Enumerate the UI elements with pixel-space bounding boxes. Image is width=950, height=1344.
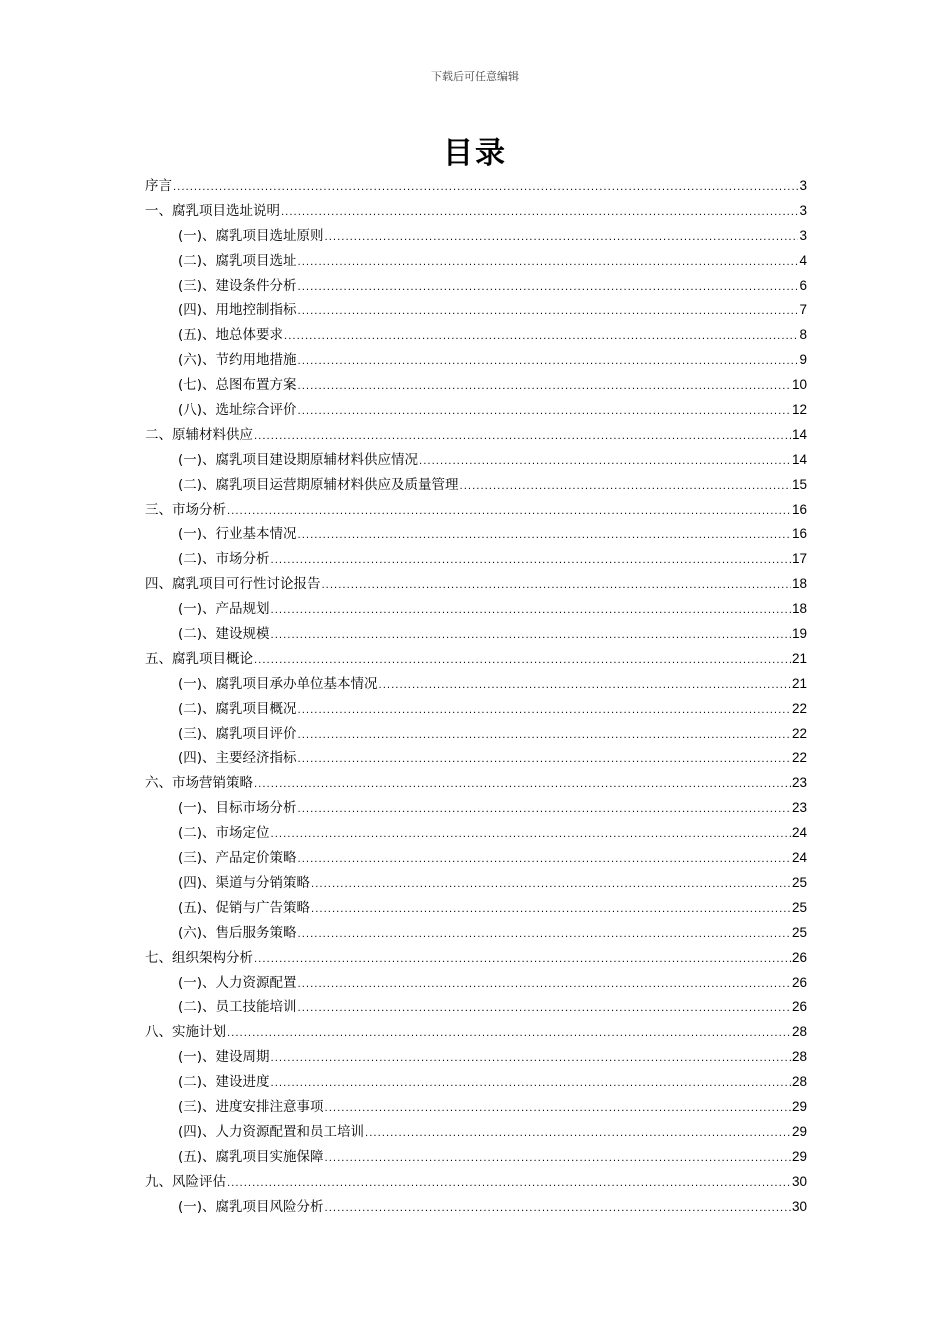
toc-entry[interactable]: [145, 1195, 807, 1220]
toc-entry-page: 14: [791, 451, 807, 467]
toc-entry-page: 25: [791, 924, 807, 940]
toc-entry-page: 25: [791, 874, 807, 890]
toc-entry-page: 28: [791, 1024, 807, 1040]
toc-entry-label: 四、腐乳项目可行性讨论报告: [145, 576, 321, 593]
toc-entry-page: 12: [791, 402, 807, 418]
toc-leader-dots: [325, 226, 799, 251]
toc-entry-label: (八)、选址综合评价: [178, 402, 297, 419]
toc-entry[interactable]: [145, 1020, 807, 1045]
toc-entry[interactable]: [145, 448, 807, 473]
toc-entry[interactable]: [145, 821, 807, 846]
toc-entry[interactable]: [145, 846, 807, 871]
toc-entry-page: 26: [791, 949, 807, 965]
toc-entry-label: (三)、产品定价策略: [178, 850, 297, 867]
toc-entry[interactable]: [145, 572, 807, 597]
toc-entry-label: (五)、地总体要求: [178, 327, 284, 344]
toc-entry[interactable]: [145, 398, 807, 423]
toc-leader-dots: [298, 400, 791, 425]
toc-entry[interactable]: [145, 498, 807, 523]
toc-entry[interactable]: [145, 946, 807, 971]
toc-entry[interactable]: [145, 522, 807, 547]
toc-leader-dots: [227, 500, 791, 525]
toc-entry-label: 二、原辅材料供应: [145, 426, 253, 443]
toc-entry-label: (一)、人力资源配置: [178, 974, 297, 991]
toc-entry[interactable]: [145, 1145, 807, 1170]
toc-entry-page: 21: [791, 675, 807, 691]
toc-entry[interactable]: [145, 1070, 807, 1095]
toc-leader-dots: [298, 798, 791, 823]
toc-leader-dots: [298, 848, 791, 873]
toc-leader-dots: [379, 674, 791, 699]
toc-leader-dots: [254, 773, 791, 798]
toc-entry[interactable]: [145, 995, 807, 1020]
toc-leader-dots: [254, 425, 791, 450]
toc-entry[interactable]: [145, 597, 807, 622]
toc-leader-dots: [271, 1072, 791, 1097]
toc-entry[interactable]: [145, 1095, 807, 1120]
toc-leader-dots: [298, 524, 791, 549]
toc-entry-label: (三)、进度安排注意事项: [178, 1098, 324, 1115]
toc-entry[interactable]: [145, 672, 807, 697]
header-note: 下载后可任意编辑: [431, 70, 519, 83]
toc-entry-page: 28: [791, 1074, 807, 1090]
toc-entry-label: (一)、行业基本情况: [178, 526, 297, 543]
toc-leader-dots: [298, 699, 791, 724]
table-of-contents: [145, 174, 807, 1219]
toc-entry[interactable]: [145, 373, 807, 398]
toc-leader-dots: [271, 599, 791, 624]
toc-entry-label: 六、市场营销策略: [145, 775, 253, 792]
toc-entry[interactable]: [145, 921, 807, 946]
toc-entry-page: 3: [799, 227, 807, 243]
toc-entry-label: (六)、售后服务策略: [178, 924, 297, 941]
toc-entry-page: 26: [791, 974, 807, 990]
toc-entry-page: 16: [791, 526, 807, 542]
toc-leader-dots: [325, 1197, 791, 1222]
toc-leader-dots: [298, 251, 799, 276]
toc-entry[interactable]: [145, 473, 807, 498]
toc-entry-label: (二)、市场定位: [178, 825, 270, 842]
toc-leader-dots: [298, 748, 791, 773]
toc-entry-label: 五、腐乳项目概论: [145, 650, 253, 667]
toc-entry-page: 23: [791, 775, 807, 791]
toc-entry-page: 9: [799, 352, 807, 368]
toc-entry-label: 七、组织架构分析: [145, 949, 253, 966]
toc-leader-dots: [325, 1097, 791, 1122]
toc-entry[interactable]: [145, 423, 807, 448]
toc-entry-label: (四)、人力资源配置和员工培训: [178, 1123, 365, 1140]
toc-entry[interactable]: [145, 249, 807, 274]
toc-leader-dots: [298, 724, 791, 749]
toc-entry-page: 29: [791, 1098, 807, 1114]
toc-entry-label: 八、实施计划: [145, 1024, 226, 1041]
toc-leader-dots: [227, 1022, 791, 1047]
toc-leader-dots: [298, 350, 799, 375]
toc-entry-page: 4: [799, 252, 807, 268]
toc-entry-page: 30: [791, 1173, 807, 1189]
toc-entry[interactable]: [145, 199, 807, 224]
toc-leader-dots: [298, 375, 791, 400]
toc-entry-page: 10: [791, 377, 807, 393]
toc-entry[interactable]: [145, 1045, 807, 1070]
toc-entry-label: (四)、主要经济指标: [178, 750, 297, 767]
toc-leader-dots: [284, 325, 798, 350]
toc-entry[interactable]: [145, 547, 807, 572]
toc-entry-label: (三)、腐乳项目评价: [178, 725, 297, 742]
toc-entry[interactable]: [145, 1170, 807, 1195]
toc-entry-page: 6: [799, 277, 807, 293]
toc-leader-dots: [311, 898, 791, 923]
toc-entry-label: (二)、建设进度: [178, 1074, 270, 1091]
toc-entry[interactable]: [145, 722, 807, 747]
toc-entry-label: (一)、腐乳项目选址原则: [178, 227, 324, 244]
toc-entry[interactable]: [145, 871, 807, 896]
toc-entry-page: 16: [791, 501, 807, 517]
toc-leader-dots: [298, 997, 791, 1022]
toc-entry-page: 19: [791, 626, 807, 642]
toc-entry-page: 15: [791, 476, 807, 492]
toc-entry-label: (二)、员工技能培训: [178, 999, 297, 1016]
toc-entry-page: 28: [791, 1049, 807, 1065]
toc-entry-page: 25: [791, 899, 807, 915]
toc-leader-dots: [271, 624, 791, 649]
toc-entry-page: 17: [791, 551, 807, 567]
toc-entry-label: 三、市场分析: [145, 501, 226, 518]
toc-leader-dots: [311, 873, 791, 898]
toc-entry[interactable]: [145, 971, 807, 996]
toc-entry-page: 3: [799, 202, 807, 218]
toc-entry-label: (五)、促销与广告策略: [178, 899, 311, 916]
toc-leader-dots: [298, 276, 799, 301]
toc-entry-label: (一)、目标市场分析: [178, 800, 297, 817]
toc-entry-page: 22: [791, 750, 807, 766]
toc-entry-label: (一)、腐乳项目承办单位基本情况: [178, 675, 378, 692]
toc-leader-dots: [419, 450, 791, 475]
toc-leader-dots: [271, 1047, 791, 1072]
toc-entry-label: (二)、建设规模: [178, 626, 270, 643]
toc-leader-dots: [460, 475, 791, 500]
toc-leader-dots: [271, 549, 791, 574]
toc-entry-page: 29: [791, 1123, 807, 1139]
toc-leader-dots: [254, 649, 791, 674]
toc-entry[interactable]: [145, 298, 807, 323]
toc-entry[interactable]: [145, 348, 807, 373]
toc-entry-label: (六)、节约用地措施: [178, 352, 297, 369]
toc-entry-page: 23: [791, 800, 807, 816]
toc-entry-page: 24: [791, 850, 807, 866]
toc-leader-dots: [325, 1147, 791, 1172]
toc-entry-page: 26: [791, 999, 807, 1015]
toc-entry-label: 九、风险评估: [145, 1173, 226, 1190]
toc-entry-page: 21: [791, 650, 807, 666]
toc-entry-page: 24: [791, 825, 807, 841]
toc-entry[interactable]: [145, 796, 807, 821]
toc-entry-label: (二)、腐乳项目运营期原辅材料供应及质量管理: [178, 476, 459, 493]
toc-entry-page: 7: [799, 302, 807, 318]
toc-entry-label: (七)、总图布置方案: [178, 377, 297, 394]
toc-entry-page: 8: [799, 327, 807, 343]
toc-leader-dots: [298, 923, 791, 948]
toc-entry-page: 14: [791, 426, 807, 442]
toc-leader-dots: [365, 1122, 791, 1147]
toc-entry-label: (二)、腐乳项目选址: [178, 252, 297, 269]
toc-entry-label: (二)、市场分析: [178, 551, 270, 568]
toc-entry[interactable]: [145, 224, 807, 249]
toc-entry-page: 3: [799, 178, 807, 193]
toc-entry-label: (一)、建设周期: [178, 1049, 270, 1066]
toc-entry-label: 序言: [145, 178, 172, 194]
toc-entry-page: 18: [791, 601, 807, 617]
toc-leader-dots: [298, 300, 799, 325]
toc-entry-page: 18: [791, 576, 807, 592]
toc-entry[interactable]: [145, 896, 807, 921]
toc-entry[interactable]: [145, 647, 807, 672]
toc-entry[interactable]: [145, 174, 807, 199]
toc-entry-page: 22: [791, 700, 807, 716]
toc-entry[interactable]: [145, 274, 807, 299]
toc-entry[interactable]: [145, 1120, 807, 1145]
toc-entry-label: (二)、腐乳项目概况: [178, 700, 297, 717]
toc-entry[interactable]: [145, 771, 807, 796]
toc-entry-label: (一)、产品规划: [178, 601, 270, 618]
toc-leader-dots: [322, 574, 791, 599]
toc-leader-dots: [227, 1172, 791, 1197]
toc-entry-page: 22: [791, 725, 807, 741]
toc-entry[interactable]: [145, 697, 807, 722]
toc-entry-label: (三)、建设条件分析: [178, 277, 297, 294]
toc-entry[interactable]: [145, 746, 807, 771]
toc-leader-dots: [298, 973, 791, 998]
toc-entry-label: (四)、用地控制指标: [178, 302, 297, 319]
toc-leader-dots: [281, 201, 798, 226]
toc-entry-page: 29: [791, 1148, 807, 1164]
toc-leader-dots: [254, 948, 791, 973]
page-title: 目录: [443, 136, 507, 171]
toc-entry-label: (一)、腐乳项目建设期原辅材料供应情况: [178, 451, 419, 468]
toc-leader-dots: [271, 823, 791, 848]
toc-entry-label: 一、腐乳项目选址说明: [145, 202, 280, 219]
toc-entry-label: (五)、腐乳项目实施保障: [178, 1148, 324, 1165]
toc-entry-page: 30: [791, 1198, 807, 1214]
toc-entry[interactable]: [145, 622, 807, 647]
toc-entry-label: (四)、渠道与分销策略: [178, 874, 311, 891]
toc-entry[interactable]: [145, 323, 807, 348]
toc-leader-dots: [173, 176, 798, 201]
toc-entry-label: (一)、腐乳项目风险分析: [178, 1198, 324, 1215]
